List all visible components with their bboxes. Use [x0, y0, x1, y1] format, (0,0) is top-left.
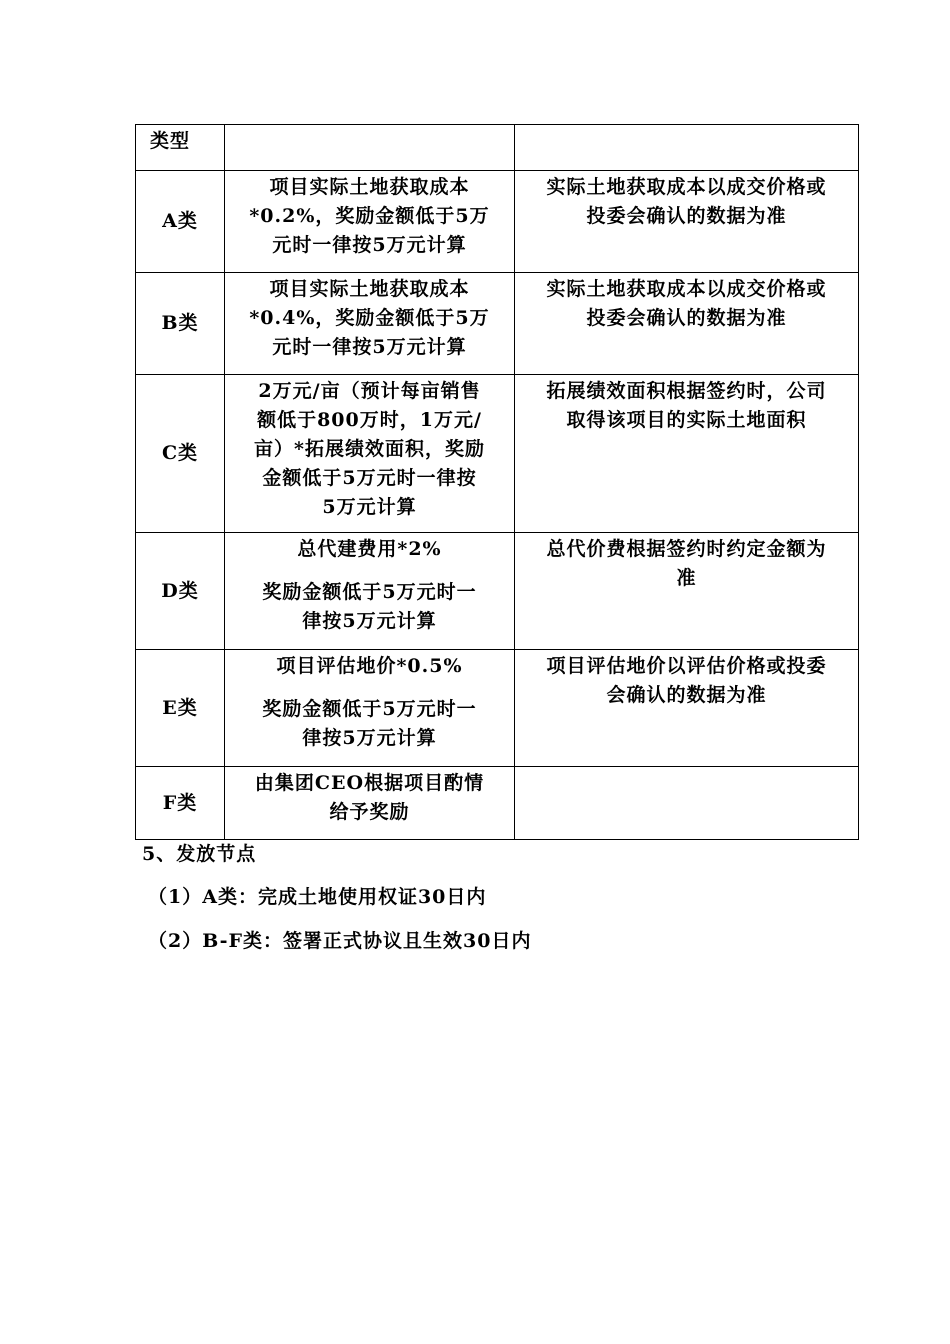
paragraph-gap [233, 681, 506, 695]
rule-text-d-line2: 奖励金额低于5万元时一 律按5万元计算 [262, 581, 477, 632]
type-label-a: A类 [162, 210, 198, 232]
type-cell-d [136, 533, 225, 650]
note-cell-e [515, 650, 859, 767]
header-type-cell [136, 125, 225, 171]
header-type-label: 类型 [150, 130, 191, 152]
note-cell-b [515, 273, 859, 375]
rule-cell-f [225, 767, 515, 840]
table-header-row [136, 125, 859, 171]
type-cell-e [136, 650, 225, 767]
type-cell-c [136, 375, 225, 533]
rule-cell-c [225, 375, 515, 533]
rule-cell-d [225, 533, 515, 650]
table-row-c [136, 375, 859, 533]
type-label-e: E类 [162, 696, 198, 719]
type-cell-b [136, 273, 225, 375]
table-row-b [136, 273, 859, 375]
reward-table [135, 124, 859, 840]
paragraph-gap [233, 564, 506, 578]
note-cell-a [515, 171, 859, 273]
note-text-a: 实际土地获取成本以成交价格或 投委会确认的数据为准 [546, 176, 827, 227]
header-rule-cell [225, 125, 515, 171]
table-row-f [136, 767, 859, 840]
rule-cell-e [225, 650, 515, 767]
note-text-b: 实际土地获取成本以成交价格或 投委会确认的数据为准 [546, 278, 827, 329]
rule-text-a: 项目实际土地获取成本 *0.2%，奖励金额低于5万 元时一律按5万元计算 [249, 176, 490, 256]
note-text-e: 项目评估地价以评估价格或投委 会确认的数据为准 [546, 655, 827, 706]
type-label-c: C类 [161, 442, 199, 464]
rule-text-b: 项目实际土地获取成本 *0.4%，奖励金额低于5万 元时一律按5万元计算 [249, 278, 490, 358]
note-cell-d [515, 533, 859, 650]
note-text-d: 总代价费根据签约时约定金额为 准 [546, 538, 827, 589]
note-cell-f [515, 767, 859, 840]
list-item: （2）B-F类：签署正式协议且生效30日内 [148, 930, 532, 952]
list-item: （1）A类：完成土地使用权证30日内 [148, 886, 487, 908]
header-note-cell [515, 125, 859, 171]
rule-text-d-line1: 总代建费用*2% [297, 538, 442, 560]
rule-text-c: 2万元/亩（预计每亩销售 额低于800万时，1万元/ 亩）*拓展绩效面积，奖励 金额低于5万元时一律按 5万元计算 [254, 380, 485, 518]
rule-text-e-line2: 奖励金额低于5万元时一 律按5万元计算 [262, 698, 477, 749]
type-label-b: B类 [161, 312, 199, 334]
rule-text-e-line1: 项目评估地价*0.5% [276, 655, 463, 677]
rule-text-f: 由集团CEO根据项目酌情 给予奖励 [254, 772, 485, 823]
note-cell-c [515, 375, 859, 533]
rule-cell-a [225, 171, 515, 273]
type-cell-a [136, 171, 225, 273]
table-row-d [136, 533, 859, 650]
type-label-f: F类 [162, 791, 198, 814]
table-row-e [136, 650, 859, 767]
section-heading: 5、发放节点 [142, 843, 257, 865]
type-label-d: D类 [161, 579, 199, 602]
note-text-c: 拓展绩效面积根据签约时，公司 取得该项目的实际土地面积 [546, 380, 827, 431]
rule-cell-b [225, 273, 515, 375]
type-cell-f [136, 767, 225, 840]
table-row-a [136, 171, 859, 273]
